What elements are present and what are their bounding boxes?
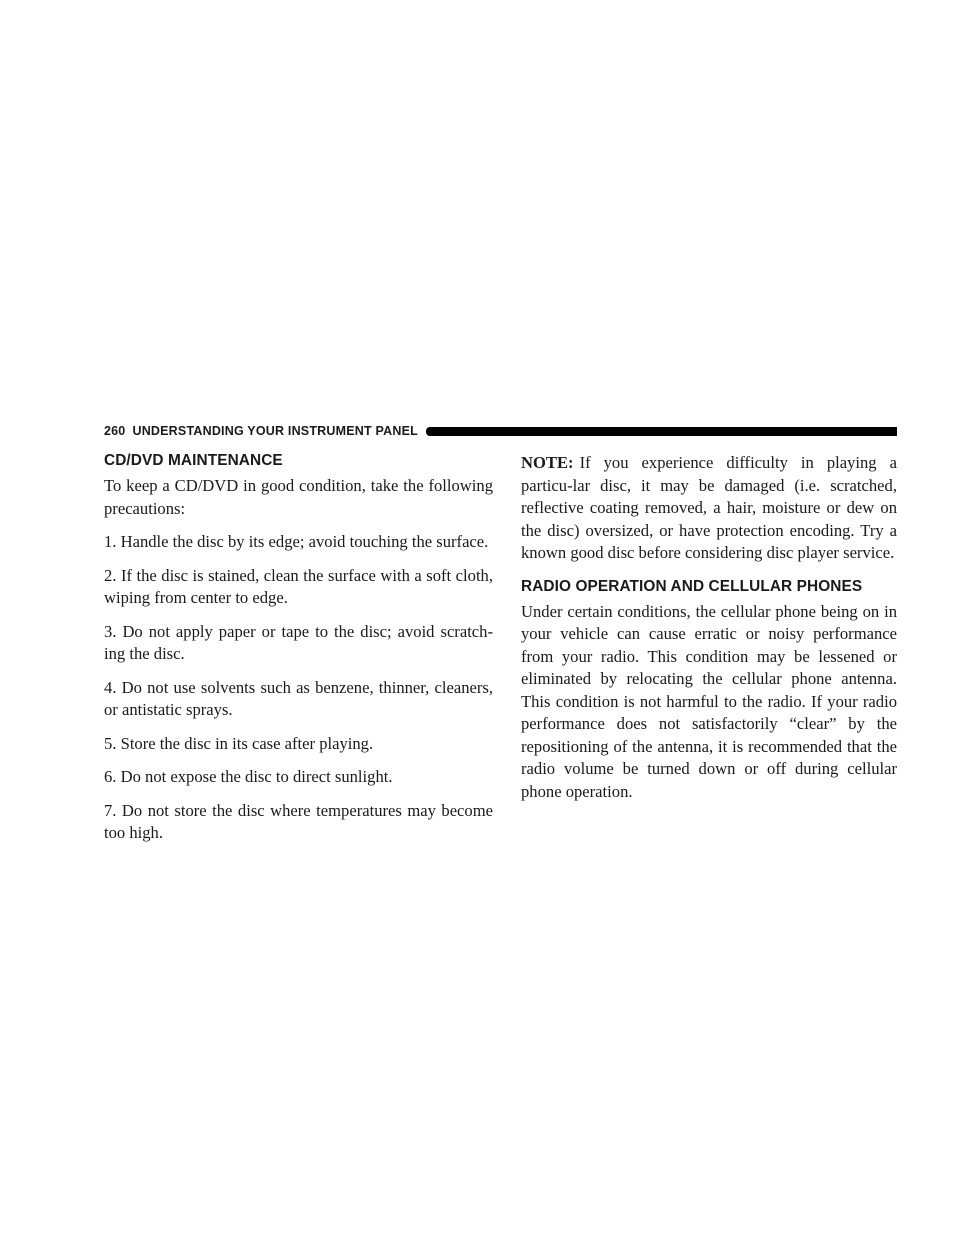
radio-operation-paragraph: Under certain conditions, the cellular phone being on in your vehicle can cause erratic or noisy performance from your radio. This condition may be lessened or eliminated by relocating the cellular phone antenna. This condition is not harmful to the radio. If your radio performance does not satisfactorily “clear” by the repositioning of the antenna, it is recommended that the radio volume be turned down or off during cellular phone operation. xyxy=(521,601,897,801)
right-column xyxy=(521,452,897,814)
note-text: If you experience difficulty in playing a particu-lar disc, it may be damaged (i.e. scratched, reflective coating removed, a hair, moisture or dew on the disc) oversized, or have protection encoding. Try a known good disc before considering disc player service. xyxy=(521,453,897,562)
list-item: 1. Handle the disc by its edge; avoid touching the surface. xyxy=(104,532,489,551)
radio-operation-heading: RADIO OPERATION AND CELLULAR PHONES xyxy=(521,577,863,595)
left-column xyxy=(104,452,493,856)
list-item: 4. Do not use solvents such as benzene, thinner, cleaners, or antistatic sprays. xyxy=(104,677,493,719)
intro-paragraph: To keep a CD/DVD in good condition, take the following precautions: xyxy=(104,476,493,518)
section-title: UNDERSTANDING YOUR INSTRUMENT PANEL xyxy=(132,424,418,438)
list-item: 2. If the disc is stained, clean the surface with a soft cloth, wiping from center to edge. xyxy=(104,565,493,607)
header-rule xyxy=(426,427,897,436)
note-label: NOTE: xyxy=(521,453,574,472)
list-item: 6. Do not expose the disc to direct sunlight. xyxy=(104,767,393,786)
cd-dvd-maintenance-heading: CD/DVD MAINTENANCE xyxy=(104,452,283,469)
note-paragraph xyxy=(521,452,897,565)
page-header xyxy=(104,422,897,440)
list-item: 5. Store the disc in its case after playing. xyxy=(104,733,374,753)
list-item: 3. Do not apply paper or tape to the disc; avoid scratch-ing the disc. xyxy=(104,621,493,663)
list-item: 7. Do not store the disc where temperatures may become too high. xyxy=(104,800,493,842)
page-number: 260 xyxy=(104,424,126,438)
